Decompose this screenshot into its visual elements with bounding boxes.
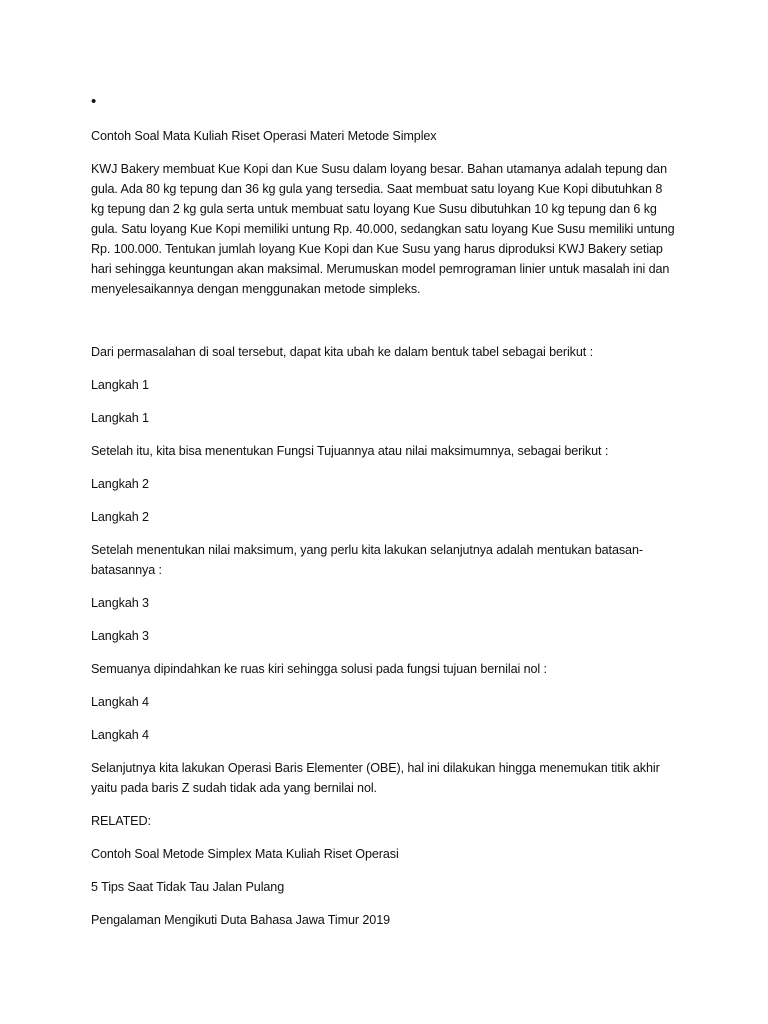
- related-link-1[interactable]: Contoh Soal Metode Simplex Mata Kuliah Riset Operasi: [91, 847, 399, 861]
- related-label: RELATED:: [91, 814, 151, 828]
- document-page: [91, 92, 676, 943]
- intro-paragraph: Dari permasalahan di soal tersebut, dapat kita ubah ke dalam bentuk tabel sebagai berikut :: [91, 345, 593, 359]
- step-1-paragraph: Setelah itu, kita bisa menentukan Fungsi Tujuannya atau nilai maksimumnya, sebagai berikut :: [91, 444, 609, 458]
- bullet-marker: •: [91, 93, 97, 110]
- step-3-heading-repeat: Langkah 3: [91, 629, 149, 643]
- step-4-heading: Langkah 4: [91, 695, 149, 709]
- step-3-heading: Langkah 3: [91, 596, 149, 610]
- step-2-heading-repeat: Langkah 2: [91, 510, 149, 524]
- related-link-2[interactable]: 5 Tips Saat Tidak Tau Jalan Pulang: [91, 880, 285, 894]
- problem-paragraph: KWJ Bakery membuat Kue Kopi dan Kue Susu dalam loyang besar. Bahan utamanya adalah tepung dan gula. Ada 80 kg tepung dan 36 kg gula yang tersedia. Saat membuat satu loyang Kue Kopi dibutuhkan 8 kg tepung dan 2 kg gula serta untuk membuat satu loyang Kue Susu dibutuhkan 10 kg tepung dan 6 kg gula. Satu loyang Kue Kopi memiliki untung Rp. 40.000, sedangkan satu loyang Kue Susu memiliki untung Rp. 100.000. Tentukan jumlah loyang Kue Kopi dan Kue Susu yang harus diproduksi KWJ Bakery setiap hari sehingga keuntungan akan maksimal. Merumuskan model pemrograman linier untuk masalah ini dan menyelesaikannya dengan menggunakan metode simpleks.: [91, 162, 675, 296]
- step-4-paragraph: Selanjutnya kita lakukan Operasi Baris Elementer (OBE), hal ini dilakukan hingga menemukan titik akhir yaitu pada baris Z sudah tidak ada yang bernilai nol.: [91, 761, 660, 795]
- step-4-heading-repeat: Langkah 4: [91, 728, 149, 742]
- step-2-heading: Langkah 2: [91, 477, 149, 491]
- step-3-paragraph: Semuanya dipindahkan ke ruas kiri sehingga solusi pada fungsi tujuan bernilai nol :: [91, 662, 547, 676]
- step-1-heading: Langkah 1: [91, 378, 149, 392]
- related-link-3[interactable]: Pengalaman Mengikuti Duta Bahasa Jawa Timur 2019: [91, 913, 391, 927]
- step-1-heading-repeat: Langkah 1: [91, 411, 149, 425]
- document-title: Contoh Soal Mata Kuliah Riset Operasi Materi Metode Simplex: [91, 129, 437, 143]
- step-2-paragraph: Setelah menentukan nilai maksimum, yang perlu kita lakukan selanjutnya adalah mentukan batasan-batasannya :: [91, 543, 643, 577]
